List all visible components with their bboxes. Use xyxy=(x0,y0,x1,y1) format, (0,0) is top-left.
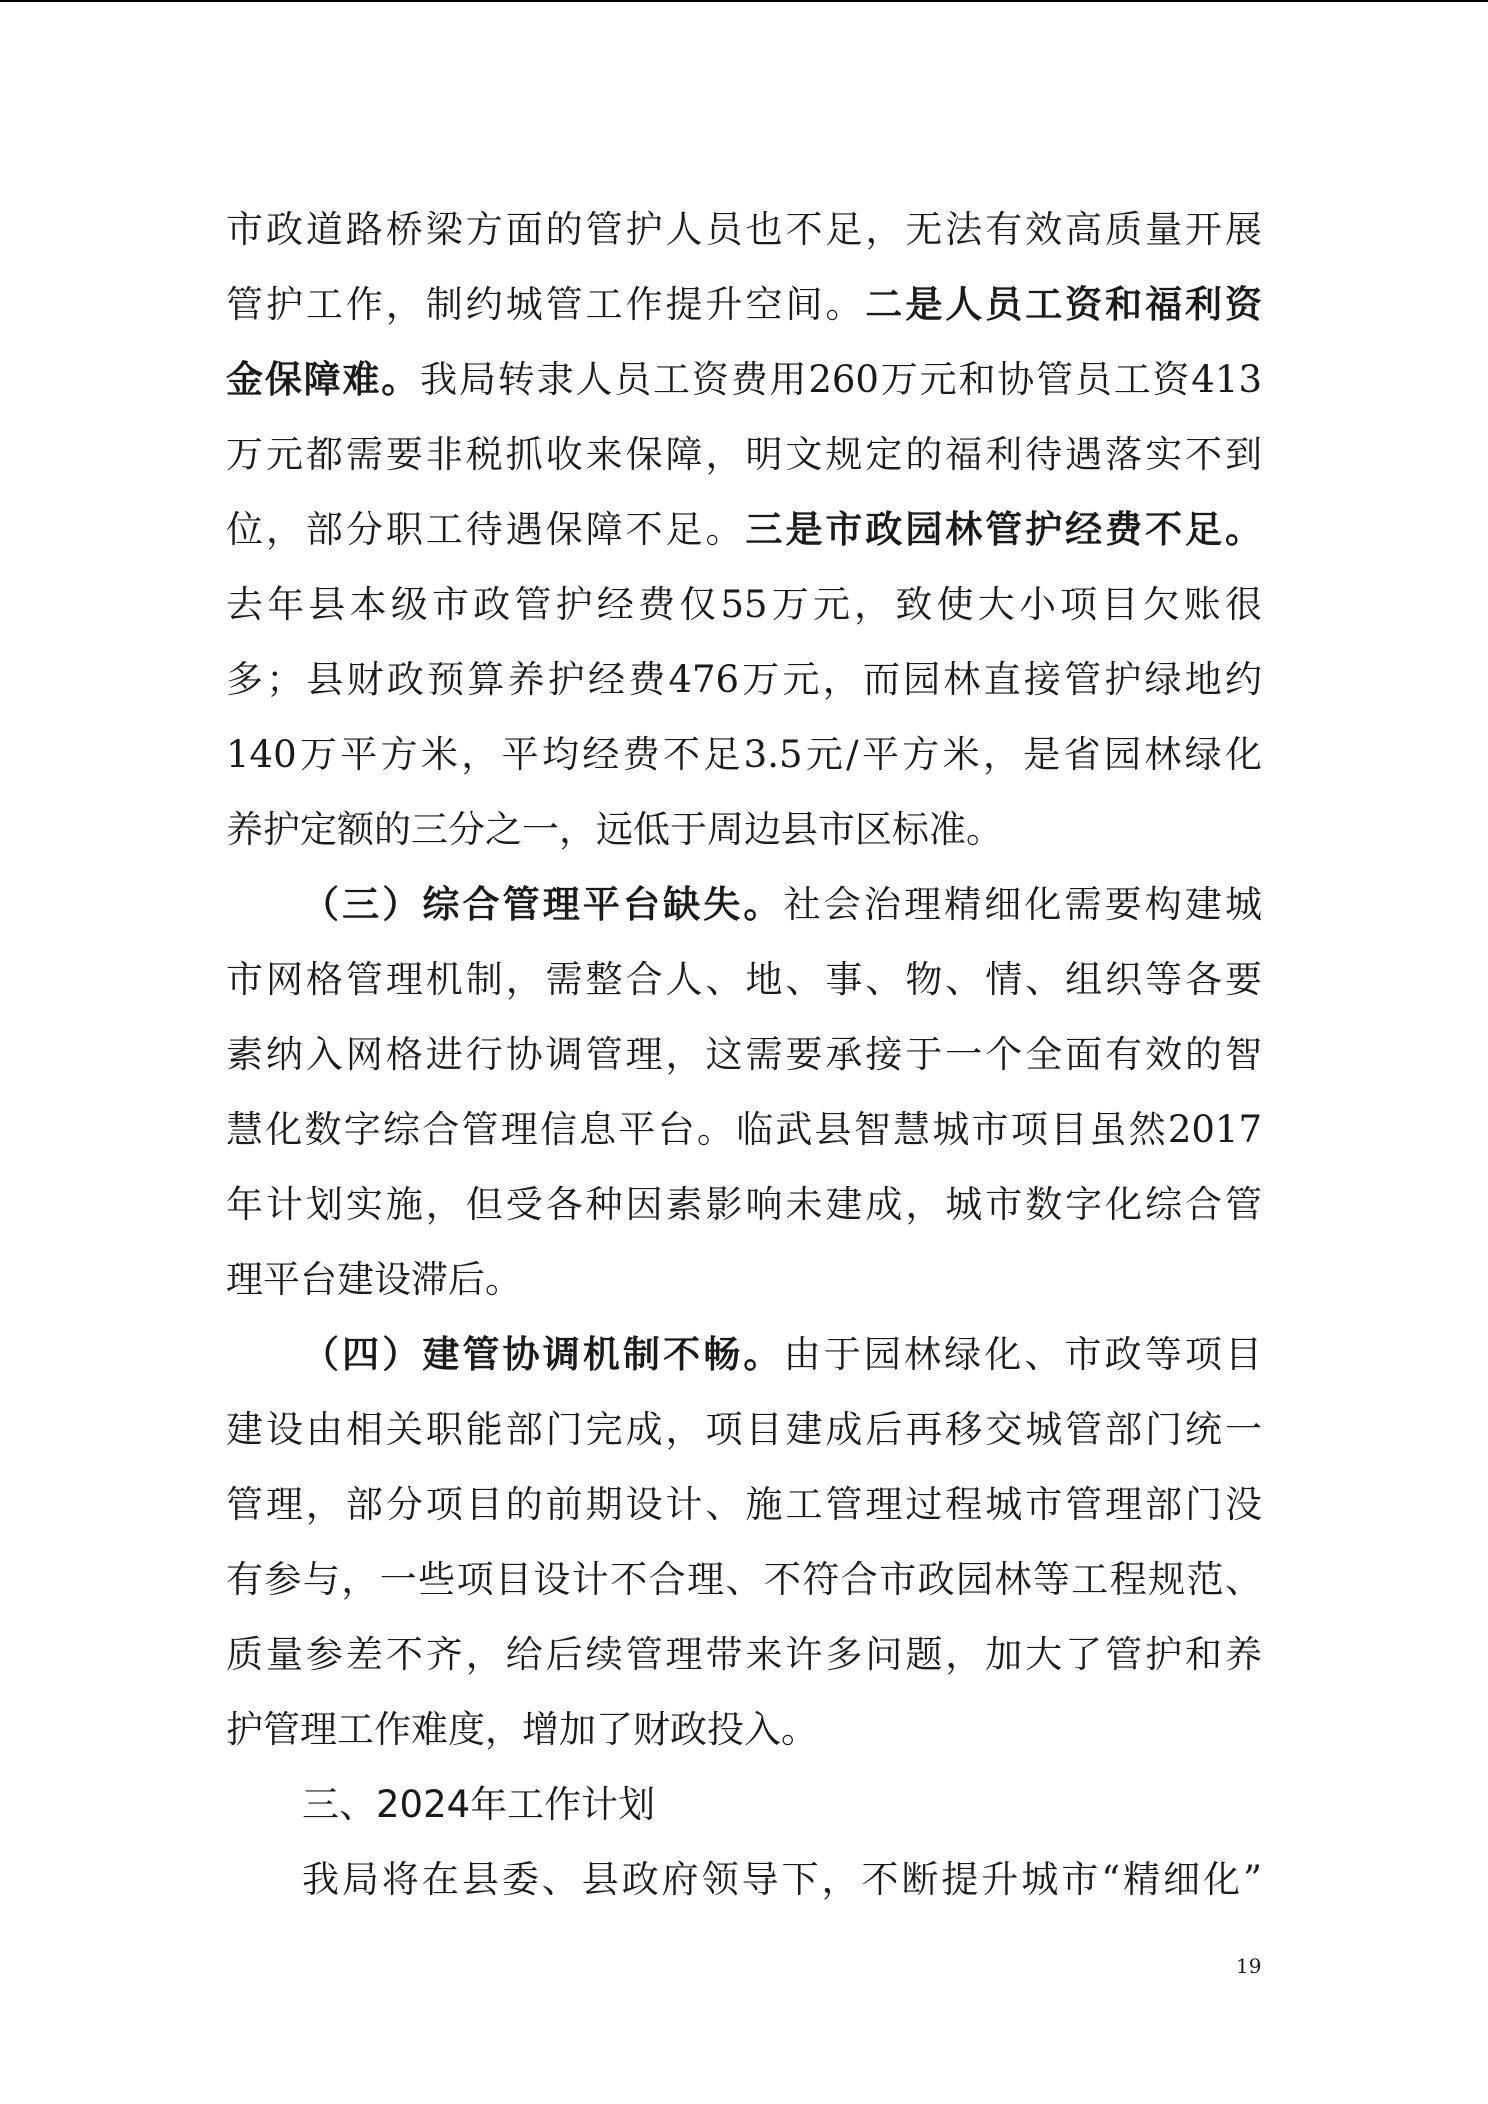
text-line xyxy=(226,1242,1262,1317)
text-run: 由于园林绿化、市政等项目 xyxy=(783,1333,1262,1376)
text-line xyxy=(226,342,1262,417)
text-run: 管理，部分项目的前期设计、施工管理过程城市管理部门没 xyxy=(226,1483,1262,1526)
text-run: 我局将在县委、县政府领导下，不断提升城市“精细化” xyxy=(302,1858,1262,1901)
text-run: 理平台建设滞后。 xyxy=(226,1258,522,1301)
text-line xyxy=(226,1092,1262,1167)
text-line xyxy=(226,1842,1262,1917)
text-line xyxy=(226,567,1262,642)
text-line xyxy=(226,642,1262,717)
text-run: 管护工作，制约城管工作提升空间。 xyxy=(226,283,866,326)
text-run: 位，部分职工待遇保障不足。 xyxy=(226,508,746,551)
text-line xyxy=(226,267,1262,342)
text-run: 质量参差不齐，给后续管理带来许多问题，加大了管护和养 xyxy=(226,1633,1262,1676)
bold-phrase: （三）综合管理平台缺失。 xyxy=(302,882,784,926)
text-line xyxy=(226,1692,1262,1767)
text-run: 多；县财政预算养护经费476万元，而园林直接管护绿地约 xyxy=(226,658,1262,701)
text-run: 万元都需要非税抓收来保障，明文规定的福利待遇落实不到 xyxy=(226,433,1262,476)
text-line xyxy=(226,1542,1262,1617)
bold-phrase: （四）建管协调机制不畅。 xyxy=(302,1332,784,1376)
text-line xyxy=(226,1167,1262,1242)
bold-phrase: 二是人员工资和福利资 xyxy=(865,282,1262,326)
document-body xyxy=(226,192,1262,1917)
text-run: 有参与，一些项目设计不合理、不符合市政园林等工程规范、 xyxy=(226,1558,1262,1601)
text-line xyxy=(226,192,1262,267)
text-line xyxy=(226,717,1262,792)
text-line xyxy=(226,1317,1262,1392)
text-line xyxy=(226,942,1262,1017)
text-run: 慧化数字综合管理信息平台。临武县智慧城市项目虽然2017 xyxy=(226,1108,1262,1151)
text-run: 三、2024年工作计划 xyxy=(302,1783,656,1826)
text-line xyxy=(226,417,1262,492)
text-run: 市政道路桥梁方面的管护人员也不足，无法有效高质量开展 xyxy=(226,208,1262,251)
text-line xyxy=(226,492,1262,567)
text-run: 年计划实施，但受各种因素影响未建成，城市数字化综合管 xyxy=(226,1183,1262,1226)
text-run: 建设由相关职能部门完成，项目建成后再移交城管部门统一 xyxy=(226,1408,1262,1451)
bold-phrase: 金保障难。 xyxy=(226,357,421,401)
text-run: 140万平方米，平均经费不足3.5元/平方米，是省园林绿化 xyxy=(226,733,1262,776)
text-line xyxy=(226,1392,1262,1467)
text-line xyxy=(226,1617,1262,1692)
section-heading xyxy=(226,1767,1262,1842)
text-run: 养护定额的三分之一，远低于周边县市区标准。 xyxy=(226,808,1003,851)
text-run: 去年县本级市政管护经费仅55万元，致使大小项目欠账很 xyxy=(226,583,1262,626)
text-line xyxy=(226,1017,1262,1092)
text-run: 我局转隶人员工资费用260万元和协管员工资413 xyxy=(420,358,1262,401)
text-line xyxy=(226,1467,1262,1542)
text-run: 社会治理精细化需要构建城 xyxy=(783,883,1262,926)
page-number: 19 xyxy=(1236,1954,1262,1978)
page-top-border xyxy=(0,0,1488,2)
text-line xyxy=(226,792,1262,867)
text-run: 市网格管理机制，需整合人、地、事、物、情、组织等各要 xyxy=(226,958,1262,1001)
text-line xyxy=(226,867,1262,942)
bold-phrase: 三是市政园林管护经费不足。 xyxy=(745,507,1262,551)
text-run: 护管理工作难度，增加了财政投入。 xyxy=(226,1708,818,1751)
text-run: 素纳入网格进行协调管理，这需要承接于一个全面有效的智 xyxy=(226,1033,1262,1076)
